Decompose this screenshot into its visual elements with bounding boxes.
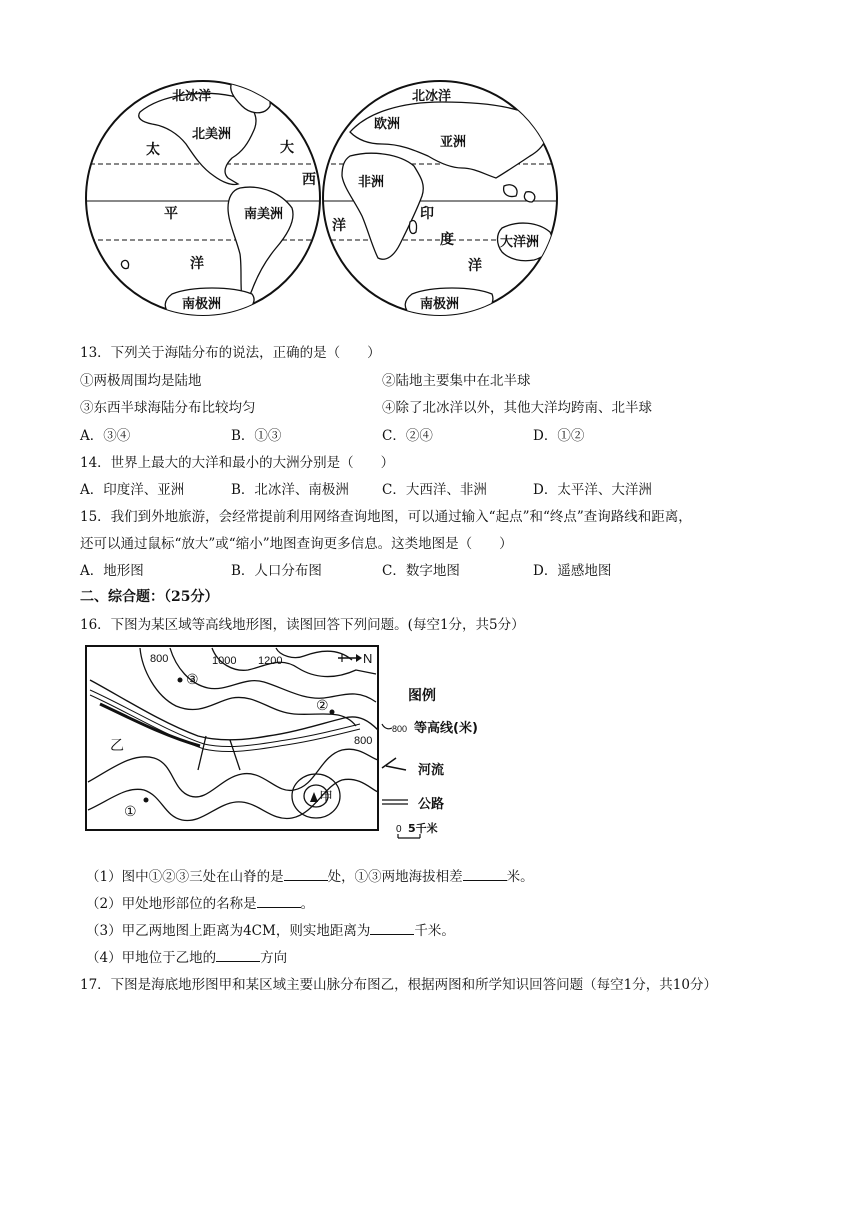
point-3-label: ③: [186, 671, 199, 687]
answer-blank-1[interactable]: [284, 868, 328, 881]
q13-option-a[interactable]: A．③④: [80, 428, 131, 444]
scale-zero: 0: [396, 824, 402, 835]
q15-option-d[interactable]: D．遥感地图: [533, 563, 612, 579]
north-america-label: 北美洲: [192, 127, 232, 142]
west-arctic-label: 北冰洋: [172, 89, 212, 104]
pacific-char-1: 太: [146, 142, 160, 158]
indian-char-1: 印: [420, 206, 434, 222]
legend-road-label: 公路: [418, 797, 445, 812]
pacific-char-3: 洋: [190, 256, 204, 272]
q17-stem: 17．下图是海底地形图甲和某区域主要山脉分布图乙，根据两图和所学知识回答问题（每空1分，共10分）: [80, 977, 717, 993]
eastern-hemisphere: [323, 81, 562, 316]
point-jia-label: 甲: [319, 789, 333, 805]
indian-char-2: 度: [440, 232, 454, 248]
q16-sub1: [86, 865, 534, 885]
west-antarctica-label: 南极洲: [182, 297, 222, 312]
q13-statement-3: ③东西半球海陆分布比较均匀: [80, 400, 256, 416]
q13-option-c[interactable]: C．②④: [382, 428, 433, 444]
q15-option-b[interactable]: B．人口分布图: [231, 563, 322, 579]
q16-sub3-text-b: 千米。: [414, 923, 455, 939]
q13-statement-4: ④除了北冰洋以外，其他大洋均跨南、北半球: [382, 400, 652, 416]
point-2-label: ②: [316, 697, 329, 713]
pacific-char-2: 平: [164, 206, 178, 222]
europe-label: 欧洲: [374, 117, 401, 132]
q14-option-a[interactable]: A．印度洋、亚洲: [80, 482, 185, 498]
africa-label: 非洲: [358, 175, 385, 190]
q14-option-b[interactable]: B．北冰洋、南极洲: [231, 482, 349, 498]
q16-sub4-text-a: （4）甲地位于乙地的: [86, 950, 217, 966]
q14-option-c[interactable]: C．大西洋、非洲: [382, 482, 487, 498]
q14-option-d[interactable]: D．太平洋、大洋洲: [533, 482, 652, 498]
atlantic-char-3: 洋: [332, 218, 346, 234]
q16-sub3: [86, 919, 455, 939]
scale-label: 5千米: [408, 822, 438, 835]
section-2-title: 二、综合题：（25分）: [80, 589, 219, 605]
atlantic-char-1: 大: [280, 140, 294, 156]
q16-sub1-text-c: 米。: [506, 869, 534, 885]
east-arctic-label: 北冰洋: [412, 89, 452, 104]
point-1-label: ①: [124, 803, 137, 819]
river-legend-icon: [382, 758, 406, 770]
q16-stem: 16．下图为某区域等高线地形图，读图回答下列问题。(每空1分，共5分）: [80, 617, 525, 633]
hemispheres-map: [82, 72, 562, 330]
q15-option-c[interactable]: C．数字地图: [382, 563, 460, 579]
q16-sub1-text-b: 处，①③两地海拔相差: [327, 869, 463, 885]
point-yi-label: 乙: [110, 737, 124, 753]
q15-stem-line2: 还可以通过鼠标“放大”或“缩小”地图查询更多信息。这类地图是（ ）: [80, 536, 513, 552]
answer-blank-3[interactable]: [257, 895, 301, 908]
contour-label-1200: 1200: [258, 655, 283, 667]
east-antarctica-label: 南极洲: [420, 297, 460, 312]
q15-stem-line1: 15．我们到外地旅游，会经常提前利用网络查询地图，可以通过输入“起点”和“终点”查询路线和距离，: [80, 509, 692, 525]
answer-blank-2[interactable]: [463, 868, 507, 881]
q16-sub1-text-a: （1）图中①②③三处在山脊的是: [86, 869, 284, 885]
legend-title: 图例: [408, 688, 436, 704]
q16-sub4: [86, 946, 287, 966]
q16-sub2-text-a: （2）甲处地形部位的名称是: [86, 896, 257, 912]
western-hemisphere: [82, 81, 322, 316]
indian-char-3: 洋: [468, 258, 482, 274]
south-america-label: 南美洲: [244, 207, 284, 222]
q13-statement-1: ①两极周围均是陆地: [80, 373, 202, 389]
answer-blank-4[interactable]: [370, 922, 414, 935]
legend-contour-value: 800: [392, 724, 408, 734]
legend-river-label: 河流: [418, 763, 445, 778]
north-label: N: [363, 651, 373, 666]
q13-statement-2: ②陆地主要集中在北半球: [382, 373, 531, 389]
q13-option-b[interactable]: B．①③: [231, 428, 282, 444]
legend-contour-label: 等高线(米): [414, 721, 478, 736]
contour-label-800-right: 800: [354, 735, 373, 747]
q16-sub2: [86, 892, 314, 912]
q16-sub2-text-b: 。: [300, 896, 315, 912]
q16-sub3-text-a: （3）甲乙两地图上距离为4CM，则实地距离为: [86, 923, 371, 939]
atlantic-char-2: 西: [302, 172, 316, 188]
oceania-label: 大洋洲: [500, 235, 540, 250]
q14-stem: 14．世界上最大的大洋和最小的大洲分别是（ ）: [80, 455, 395, 471]
answer-blank-5[interactable]: [216, 949, 260, 962]
q13-option-d[interactable]: D．①②: [533, 428, 585, 444]
contour-label-1000: 1000: [212, 655, 237, 667]
q13-stem: 13．下列关于海陆分布的说法，正确的是（ ）: [80, 345, 381, 361]
q16-sub4-text-b: 方向: [260, 950, 288, 966]
q15-option-a[interactable]: A．地形图: [80, 563, 144, 579]
contour-map: [80, 640, 500, 850]
road-legend-icon: [382, 800, 408, 804]
asia-label: 亚洲: [440, 135, 467, 150]
contour-label-800: 800: [150, 653, 169, 665]
